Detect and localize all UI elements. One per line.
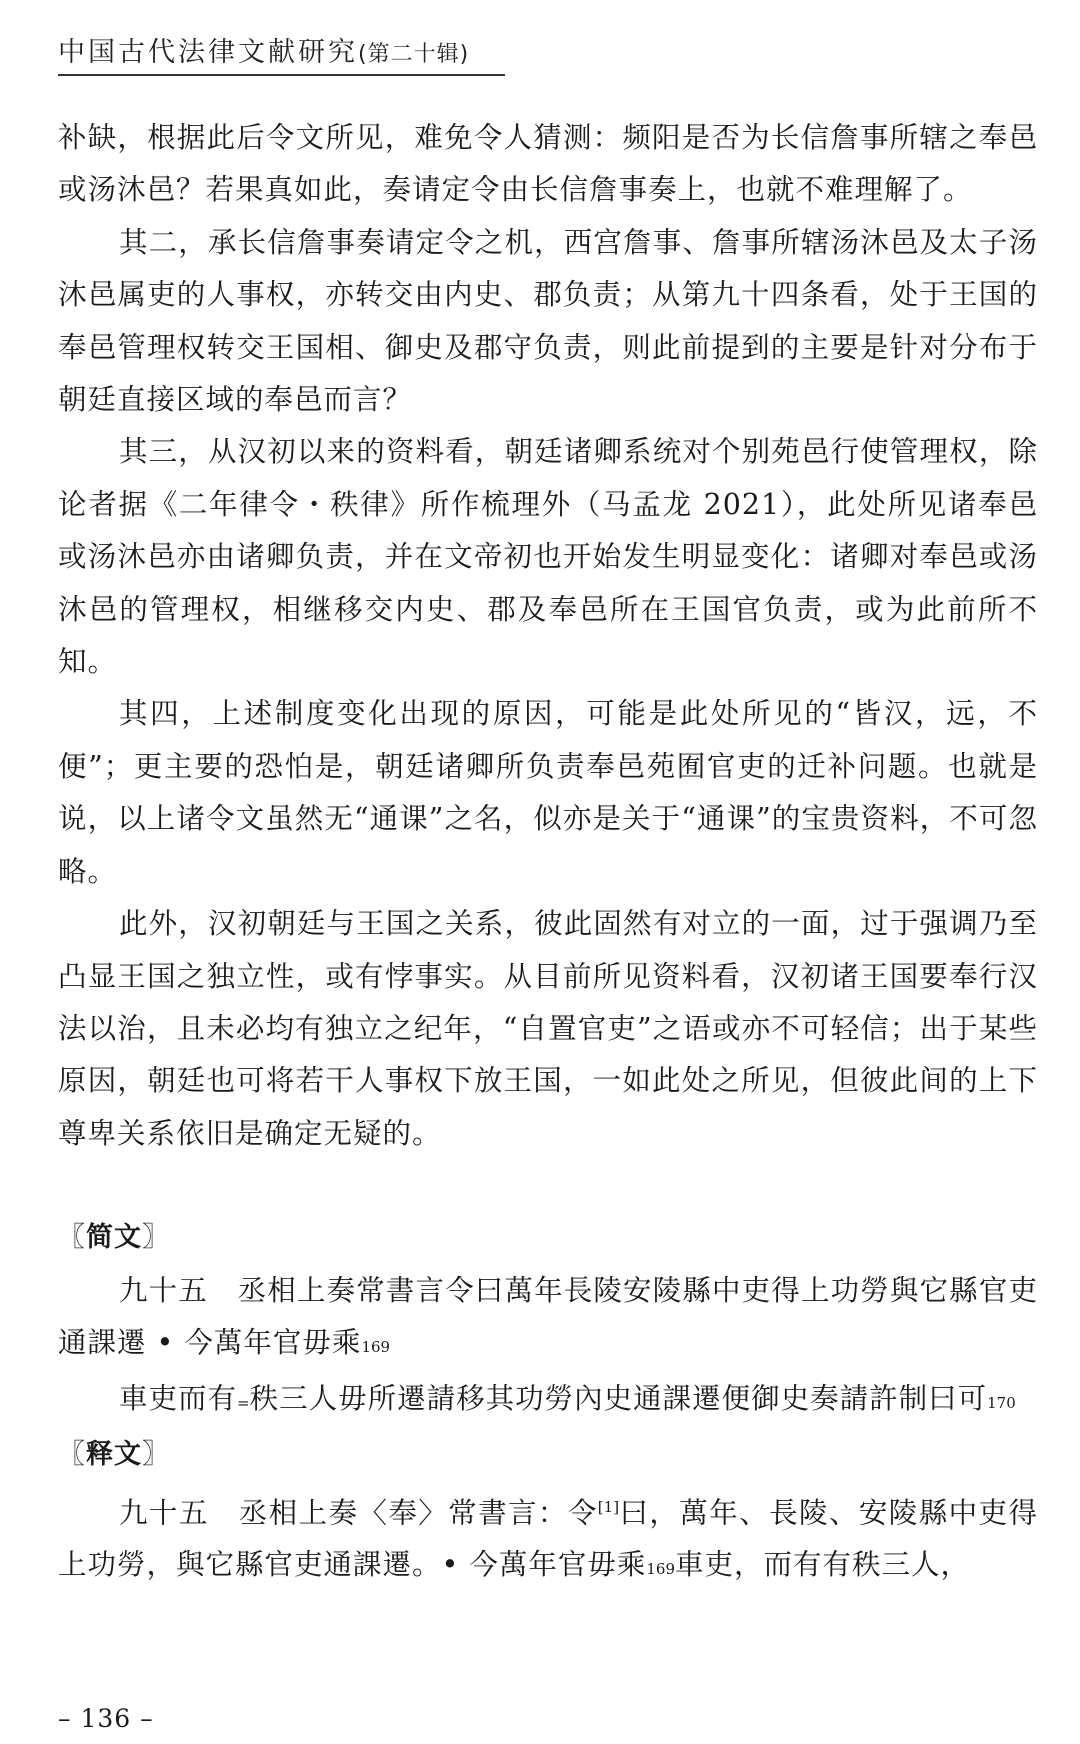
- slip-169-text: 九十五 丞相上奏常書言令曰萬年長陵安陵縣中吏得上功勞與它縣官吏通課遷 • 今萬年官毋乘: [58, 1273, 1038, 1359]
- footnote-ref: [1]: [597, 1497, 620, 1516]
- paragraph-point-two: 其二，承长信詹事奏请定令之机，西宫詹事、詹事所辖汤沐邑及太子汤沐邑属吏的人事权，亦转交由内史、郡负责；从第九十四条看，处于王国的奉邑管理权转交王国相、御史及郡守负责，则此前提到的主要是针对分布于朝廷直接区域的奉邑而言？: [58, 225, 1038, 417]
- header-rule: [58, 74, 505, 76]
- transcription-text-b: 曰，萬年、長陵、安陵縣中吏得上功勞，與它縣官吏通課遷。• 今萬年官毋乘: [58, 1496, 1038, 1582]
- slip-text-170: [58, 1373, 1038, 1429]
- transcription-text-c: 車吏，而有有秩三人，: [675, 1548, 971, 1582]
- transcription-text-a: 九十五 丞相上奏〈奉〉常書言：令: [119, 1496, 598, 1530]
- transcription-slip-number: 169: [646, 1560, 676, 1579]
- book-title: 中国古代法律文献研究: [58, 37, 358, 68]
- paragraph-continued: 补缺，根据此后令文所见，难免令人猜测：频阳是否为长信詹事所辖之奉邑或汤沐邑？若果真如此，奏请定令由长信詹事奏上，也就不难理解了。: [58, 121, 1038, 207]
- volume-label: (第二十辑): [358, 42, 470, 67]
- slip-number-169: 169: [361, 1337, 391, 1356]
- slip-170-text-b: 秩三人毋所遷請移其功勞內史通課遷便御史奏請許制曰可: [249, 1381, 988, 1415]
- jianwen-heading-label: 简文: [86, 1222, 142, 1254]
- repetition-mark: =: [237, 1393, 250, 1412]
- section-heading-jianwen: 〖简文〗: [58, 1222, 170, 1254]
- paragraph-point-three: 其三，从汉初以来的资料看，朝廷诸卿系统对个别苑邑行使管理权，除论者据《二年律令・秩律》所作梳理外（马孟龙 2021），此处所见诸奉邑或汤沐邑亦由诸卿负责，并在文帝初也开始发生明显变化：诸卿对奉邑或汤沐邑的管理权，相继移交内史、郡及奉邑所在王国官负责，或为此前所不知。: [58, 435, 1038, 679]
- slip-number-170: 170: [987, 1393, 1016, 1412]
- shiwen-heading-label: 释文: [86, 1438, 142, 1470]
- paragraph-point-four: 其四，上述制度变化出现的原因，可能是此处所见的“皆汉，远，不便”；更主要的恐怕是，朝廷诸卿所负责奉邑苑囿官吏的迁补问题。也就是说，以上诸令文虽然无“通课”之名，似亦是关于“通课”的宝贵资料，不可忽略。: [58, 697, 1038, 888]
- page-number: – 136 –: [58, 1704, 154, 1733]
- section-gap: [58, 1160, 1038, 1212]
- paragraph-conclusion: 此外，汉初朝廷与王国之关系，彼此固然有对立的一面，过于强调乃至凸显王国之独立性，或有悖事实。从目前所见资料看，汉初诸王国要奉行汉法以治，且未必均有独立之纪年，“自置官吏”之语或亦不可轻信；出于某些原因，朝廷也可将若干人事权下放王国，一如此处之所见，但彼此间的上下尊卑关系依旧是确定无疑的。: [58, 907, 1038, 1150]
- transcription-text: [58, 1481, 1038, 1596]
- running-head: [58, 30, 469, 69]
- section-heading-shiwen: 〖释文〗: [58, 1438, 170, 1470]
- slip-170-text-a: 車吏而有: [119, 1381, 238, 1415]
- body-text: [58, 112, 1038, 1595]
- slip-text-169: [58, 1265, 1038, 1373]
